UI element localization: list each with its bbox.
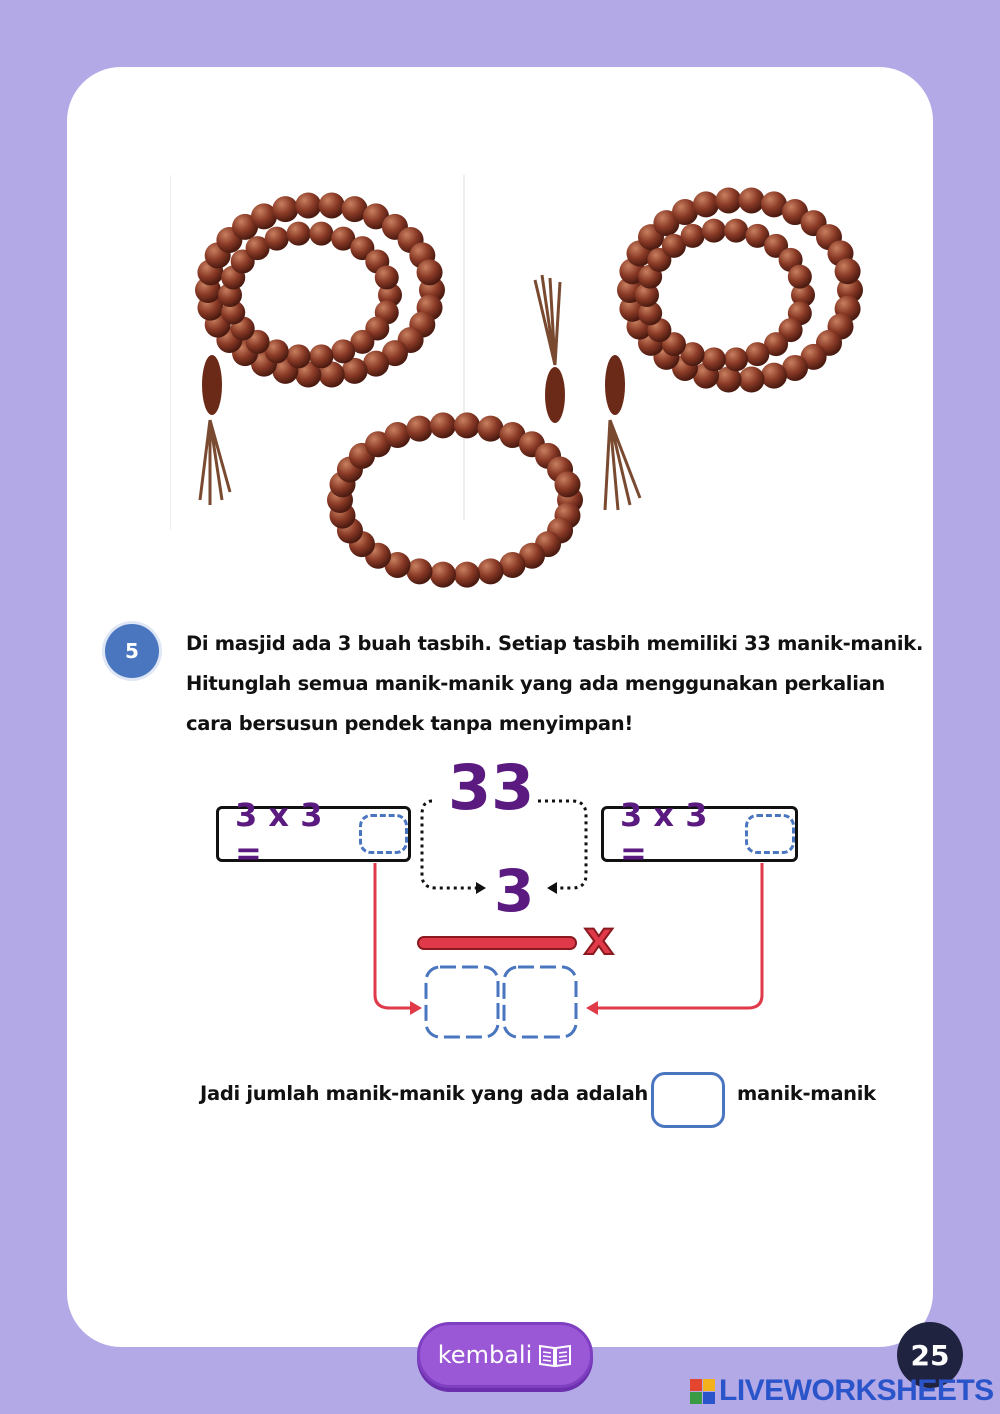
bead [454, 412, 480, 438]
question-number-badge: 5 [105, 624, 159, 678]
question-text [186, 624, 924, 744]
answer-sentence: Jadi jumlah manik-manik yang ada adalah [200, 1082, 649, 1105]
answer-input-box[interactable] [651, 1072, 725, 1128]
page-number: 25 [897, 1322, 963, 1388]
bead [478, 558, 504, 584]
bead [738, 187, 764, 213]
question-line-1: Di masjid ada 3 buah tasbih. Setiap tasbih memiliki 33 manik-manik. [186, 632, 924, 655]
bead [724, 347, 748, 371]
right-equation-box [601, 796, 798, 872]
bead [693, 191, 719, 217]
liveworksheets-logo [690, 1374, 994, 1408]
bead [454, 562, 480, 588]
bead [430, 412, 456, 438]
bead [417, 259, 443, 285]
bead [406, 416, 432, 442]
bead [287, 222, 311, 246]
left-equation-box [216, 796, 411, 872]
bead [331, 339, 355, 363]
bead [554, 471, 580, 497]
open-book-icon [538, 1342, 572, 1368]
bead [309, 222, 333, 246]
bead [385, 422, 411, 448]
bead [272, 196, 298, 222]
bead [835, 258, 861, 284]
bead [738, 367, 764, 393]
bead [681, 224, 705, 248]
right-equation-answer-slot[interactable] [745, 814, 795, 854]
back-button-label: kembali [437, 1341, 533, 1369]
bead [287, 344, 311, 368]
bead [761, 363, 787, 389]
multiplicand-number: 33 [448, 751, 535, 824]
bead [702, 219, 726, 243]
bead [375, 266, 399, 290]
bead [430, 562, 456, 588]
multiply-sign-icon: x [584, 911, 614, 965]
bead [716, 187, 742, 213]
answer-unit: manik-manik [737, 1082, 876, 1105]
bead [745, 342, 769, 366]
back-button[interactable] [417, 1322, 593, 1388]
left-equation-answer-slot[interactable] [359, 814, 408, 854]
bead [478, 416, 504, 442]
bead [500, 552, 526, 578]
bead [788, 265, 812, 289]
bead [702, 347, 726, 371]
question-line-3: cara bersusun pendek tanpa menyimpan! [186, 712, 633, 735]
multiplication-diagram [200, 751, 820, 1055]
brand-logo-icon [690, 1379, 715, 1404]
left-equation-text: 3 x 3 = [235, 796, 323, 872]
multiplier-number: 3 [494, 857, 535, 925]
question-line-2: Hitunglah semua manik-manik yang ada menggunakan perkalian [186, 672, 886, 695]
bead [295, 192, 321, 218]
bead [319, 192, 345, 218]
bead [265, 227, 289, 251]
bead [724, 219, 748, 243]
brand-name: LIVEWORKSHEETS [719, 1374, 994, 1407]
bead [406, 558, 432, 584]
result-tens-slot[interactable] [426, 967, 498, 1037]
right-equation-text: 3 x 3 = [620, 796, 708, 872]
result-ones-slot[interactable] [504, 967, 576, 1037]
bead [309, 344, 333, 368]
prayer-beads-illustration [170, 170, 890, 590]
